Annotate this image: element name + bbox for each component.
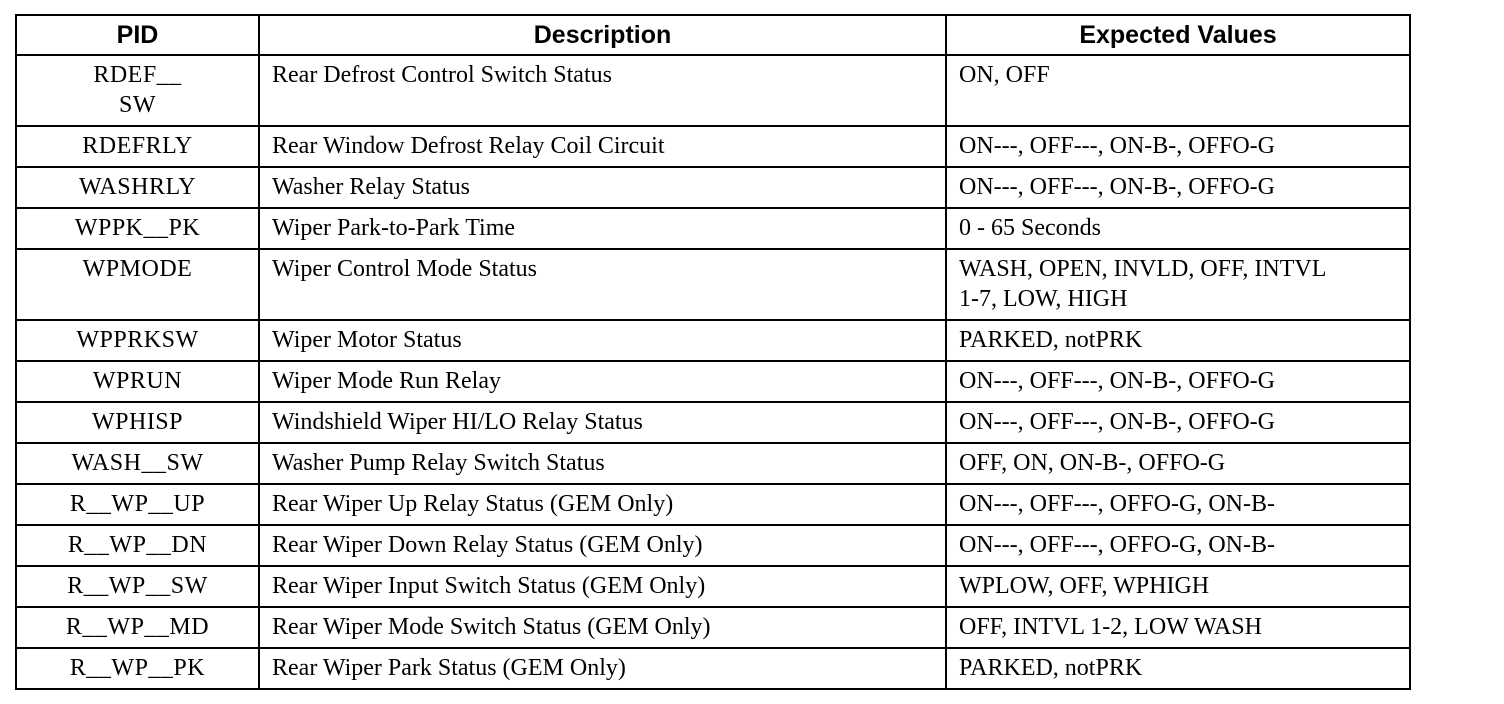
expected-values-cell-text: ON---, OFF---, ON-B-, OFFO-G	[959, 133, 1275, 159]
pid-cell	[16, 443, 259, 484]
table-row	[16, 167, 1410, 208]
table-row	[16, 484, 1410, 525]
table-row	[16, 402, 1410, 443]
description-cell-text: Rear Wiper Park Status (GEM Only)	[272, 655, 626, 681]
pid-cell	[16, 249, 259, 320]
expected-values-cell	[946, 607, 1410, 648]
pid-cell	[16, 320, 259, 361]
description-cell-text: Wiper Control Mode Status	[272, 256, 538, 282]
expected-values-cell-text: ON---, OFF---, ON-B-, OFFO-G	[959, 174, 1275, 200]
expected-values-cell-text: ON, OFF	[959, 62, 1050, 88]
pid-cell-text: R__WP__SW	[67, 573, 208, 599]
description-cell	[259, 525, 946, 566]
pid-cell-text: WPPRKSW	[76, 327, 199, 353]
pid-cell	[16, 126, 259, 167]
description-cell	[259, 208, 946, 249]
pid-cell-text: WPPK__PK	[74, 215, 201, 241]
expected-values-cell	[946, 126, 1410, 167]
header-row	[16, 15, 1410, 55]
expected-values-cell	[946, 320, 1410, 361]
pid-cell-text: R__WP__MD	[65, 614, 210, 640]
description-cell	[259, 320, 946, 361]
description-cell-text: Rear Window Defrost Relay Coil Circuit	[272, 133, 665, 159]
table-row	[16, 126, 1410, 167]
expected-values-cell-text: OFF, INTVL 1-2, LOW WASH	[959, 614, 1262, 640]
expected-values-cell	[946, 55, 1410, 126]
expected-values-cell-text: WPLOW, OFF, WPHIGH	[959, 573, 1210, 599]
pid-cell	[16, 361, 259, 402]
table-row	[16, 249, 1410, 320]
expected-values-cell	[946, 648, 1410, 689]
pid-cell	[16, 402, 259, 443]
pid-cell-text: R__WP__DN	[67, 532, 208, 558]
table-row	[16, 55, 1410, 126]
pid-cell-text: WPMODE	[82, 256, 193, 282]
expected-values-cell-text: OFF, ON, ON-B-, OFFO-G	[959, 450, 1226, 476]
pid-cell-text: R__WP__UP	[69, 491, 206, 517]
description-cell	[259, 443, 946, 484]
pid-table	[15, 14, 1411, 690]
table-row	[16, 648, 1410, 689]
expected-values-cell-text: ON---, OFF---, OFFO-G, ON-B-	[959, 532, 1275, 558]
pid-cell	[16, 566, 259, 607]
expected-values-cell	[946, 249, 1410, 320]
expected-values-cell	[946, 525, 1410, 566]
pid-cell-text: RDEF__ SW	[93, 62, 182, 118]
pid-cell-text: WASH__SW	[71, 450, 204, 476]
pid-cell	[16, 525, 259, 566]
table-row	[16, 525, 1410, 566]
description-cell	[259, 484, 946, 525]
expected-values-cell-text: ON---, OFF---, OFFO-G, ON-B-	[959, 491, 1275, 517]
description-cell-text: Rear Wiper Input Switch Status (GEM Only)	[272, 573, 706, 599]
pid-cell	[16, 648, 259, 689]
description-cell-text: Rear Wiper Down Relay Status (GEM Only)	[272, 532, 703, 558]
description-cell-text: Rear Wiper Mode Switch Status (GEM Only)	[272, 614, 711, 640]
description-cell	[259, 249, 946, 320]
description-cell	[259, 167, 946, 208]
description-cell	[259, 607, 946, 648]
description-cell-text: Wiper Motor Status	[272, 327, 462, 353]
header-pid: PID	[16, 15, 259, 55]
expected-values-cell	[946, 484, 1410, 525]
pid-cell	[16, 208, 259, 249]
table-row	[16, 443, 1410, 484]
header-description: Description	[259, 15, 946, 55]
description-cell-text: Windshield Wiper HI/LO Relay Status	[272, 409, 643, 435]
table-body	[16, 55, 1410, 689]
table-row	[16, 208, 1410, 249]
description-cell-text: Washer Relay Status	[272, 174, 471, 200]
expected-values-cell-text: PARKED, notPRK	[959, 655, 1143, 681]
description-cell	[259, 566, 946, 607]
pid-cell	[16, 607, 259, 648]
description-cell-text: Wiper Mode Run Relay	[272, 368, 501, 394]
expected-values-cell-text: ON---, OFF---, ON-B-, OFFO-G	[959, 409, 1275, 435]
table-row	[16, 361, 1410, 402]
expected-values-cell	[946, 208, 1410, 249]
table-row	[16, 566, 1410, 607]
expected-values-cell-text: PARKED, notPRK	[959, 327, 1143, 353]
table-row	[16, 607, 1410, 648]
description-cell	[259, 126, 946, 167]
pid-cell-text: WASHRLY	[78, 174, 197, 200]
description-cell	[259, 402, 946, 443]
expected-values-cell	[946, 566, 1410, 607]
expected-values-cell	[946, 361, 1410, 402]
pid-cell	[16, 55, 259, 126]
pid-cell-text: WPHISP	[91, 409, 184, 435]
description-cell	[259, 55, 946, 126]
pid-cell-text: R__WP__PK	[69, 655, 206, 681]
description-cell	[259, 648, 946, 689]
expected-values-cell	[946, 443, 1410, 484]
expected-values-cell-text: WASH, OPEN, INVLD, OFF, INTVL 1-7, LOW, HIGH	[959, 256, 1327, 312]
description-cell	[259, 361, 946, 402]
expected-values-cell	[946, 167, 1410, 208]
description-cell-text: Rear Wiper Up Relay Status (GEM Only)	[272, 491, 674, 517]
expected-values-cell-text: 0 - 65 Seconds	[959, 215, 1101, 241]
description-cell-text: Washer Pump Relay Switch Status	[272, 450, 605, 476]
pid-cell	[16, 167, 259, 208]
pid-cell-text: RDEFRLY	[82, 133, 193, 159]
pid-cell-text: WPRUN	[92, 368, 183, 394]
description-cell-text: Wiper Park-to-Park Time	[272, 215, 516, 241]
expected-values-cell-text: ON---, OFF---, ON-B-, OFFO-G	[959, 368, 1275, 394]
description-cell-text: Rear Defrost Control Switch Status	[272, 62, 612, 88]
pid-cell	[16, 484, 259, 525]
table-row	[16, 320, 1410, 361]
header-expected-values: Expected Values	[946, 15, 1410, 55]
expected-values-cell	[946, 402, 1410, 443]
